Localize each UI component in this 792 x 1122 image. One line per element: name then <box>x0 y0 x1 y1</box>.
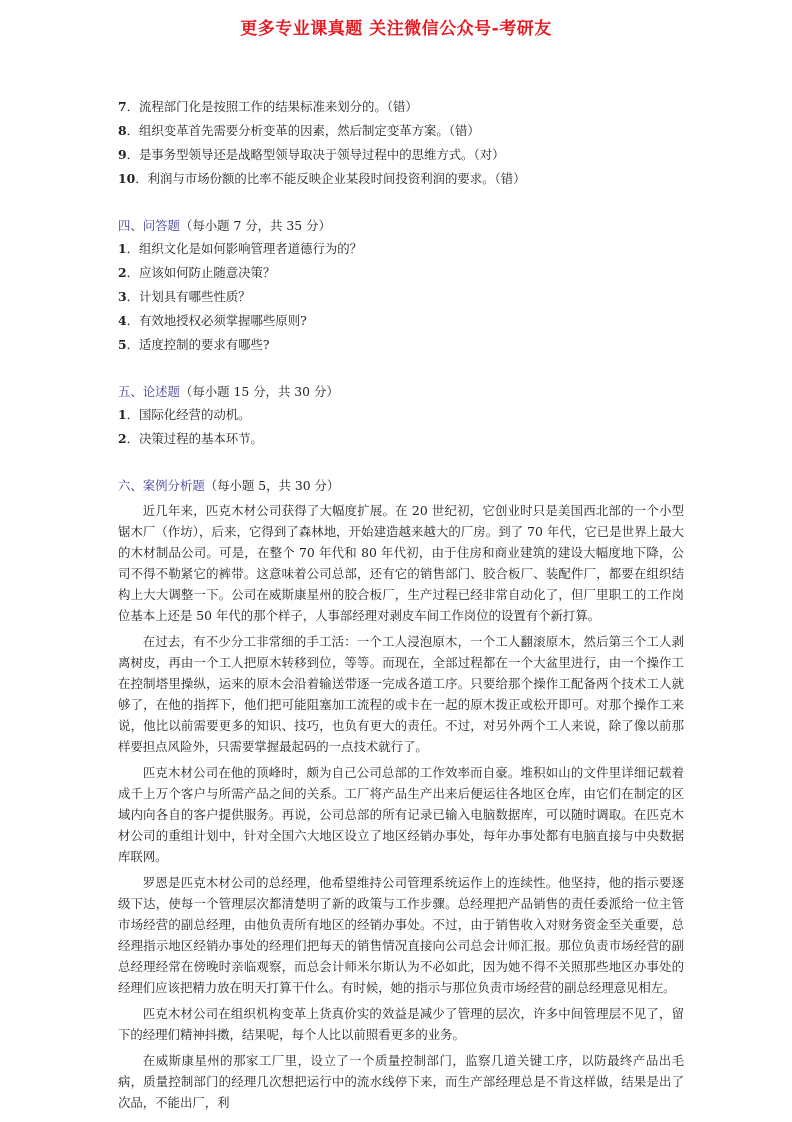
section-score: （每小题 15 分，共 30 分） <box>179 384 339 399</box>
section-heading <box>118 477 684 500</box>
list-item: 3．计划具有哪些性质？ <box>118 289 251 304</box>
list-item: 2．决策过程的基本环节。 <box>118 431 263 446</box>
promo-banner: 更多专业课真题 关注微信公众号-考研友 <box>240 19 552 39</box>
item-text: 是事务型领导还是战略型领导取决于领导过程中的思维方式。（对） <box>139 147 505 162</box>
document-body <box>118 98 684 1118</box>
item-text: 决策过程的基本环节。 <box>139 431 263 446</box>
list-item: 1．组织文化是如何影响管理者道德行为的？ <box>118 241 363 256</box>
list-item: 7．流程部门化是按照工作的结果标准来划分的。（错） <box>118 99 418 114</box>
list-item: 1．国际化经营的动机。 <box>118 407 251 422</box>
item-text: 适度控制的要求有哪些? <box>139 337 270 352</box>
item-number: 4 <box>118 313 127 328</box>
item-text: 有效地授权必须掌握哪些原则? <box>139 313 307 328</box>
item-number: 8 <box>118 123 127 138</box>
case-paragraph: 罗恩是匹克木材公司的总经理，他希望维持公司管理系统运作上的连续性。他坚持，他的指示要逐级下达，使每一个管理层次都清楚明了新的政策与工作步骤。总经理把产品销售的责任委派给一位主管市场经营的副总经理，由他负责所有地区的经销办事处。不过，由于销售收入对财务资金至关重要，总经理指示地区经销办事处的经理们把每天的销售情况直接向公司总会计师汇报。那位负责市场经营的副总经理经常在傍晚时亲临观察，而总会计师米尔斯认为不必如此，因为她不得不关照那些地区办事处的经理们应该把精力放在明天打算干什么。有时候，她的指示与那位负责市场经营的副总经理意见相左。 <box>118 875 684 995</box>
list-item: 4．有效地授权必须掌握哪些原则? <box>118 313 307 328</box>
list-item: 8．组织变革首先需要分析变革的因素，然后制定变革方案。（错） <box>118 123 480 138</box>
item-text: 组织变革首先需要分析变革的因素，然后制定变革方案。（错） <box>139 123 480 138</box>
item-text: 流程部门化是按照工作的结果标准来划分的。（错） <box>139 99 418 114</box>
section-title: 四、问答题 <box>118 218 180 233</box>
section-score: （每小题 5，共 30 分） <box>204 478 340 493</box>
item-number: 9 <box>118 147 127 162</box>
list-item: 5．适度控制的要求有哪些? <box>118 337 270 352</box>
item-text: 应该如何防止随意决策？ <box>139 265 276 280</box>
list-item: 9．是事务型领导还是战略型领导取决于领导过程中的思维方式。（对） <box>118 147 505 162</box>
item-text: 组织文化是如何影响管理者道德行为的？ <box>139 241 363 256</box>
list-item: 2．应该如何防止随意决策？ <box>118 265 276 280</box>
case-paragraph: 在威斯康星州的那家工厂里，设立了一个质量控制部门，监察几道关键工序，以防最终产品出毛病，质量控制部门的经理几次想把运行中的流水线停下来，而生产部经理总是不肯这样做，结果是出了次品，不能出厂，利 <box>118 1053 684 1110</box>
case-paragraph: 匹克木材公司在他的顶峰时，颇为自己公司总部的工作效率而自豪。堆积如山的文件里详细记载着成千上万个客户与所需产品之间的关系。工厂将产品生产出来后便运往各地区仓库，由它们在制定的区域内向各自的客户提供服务。再说，公司总部的所有记录已输入电脑数据库，可以随时调取。在匹克木材公司的重组计划中，针对全国六大地区设立了地区经销办事处，每年办事处都有电脑直接与中央数据库联网。 <box>118 765 684 864</box>
judgement-list <box>118 98 684 194</box>
item-number: 10 <box>118 171 136 186</box>
item-number: 7 <box>118 99 127 114</box>
item-number: 1 <box>118 241 127 256</box>
item-text: 国际化经营的动机。 <box>139 407 251 422</box>
item-number: 3 <box>118 289 127 304</box>
section-score: （每小题 7 分，共 35 分） <box>179 218 331 233</box>
section-heading <box>118 217 684 240</box>
item-number: 1 <box>118 407 127 422</box>
item-number: 5 <box>118 337 127 352</box>
item-number: 2 <box>118 431 127 446</box>
section-heading <box>118 383 684 406</box>
item-number: 2 <box>118 265 127 280</box>
list-item: 10．利润与市场份额的比率不能反映企业某段时间投资利润的要求。（错） <box>118 171 526 186</box>
case-paragraph: 匹克木材公司在组织机构变革上货真价实的效益是减少了管理的层次，许多中间管理层不见了，留下的经理们精神抖擞，结果呢，每个人比以前照看更多的业务。 <box>118 1006 684 1042</box>
item-text: 利润与市场份额的比率不能反映企业某段时间投资利润的要求。（错） <box>147 171 526 186</box>
case-paragraph: 在过去，有不少分工非常细的手工活：一个工人浸泡原木，一个工人翻滚原木，然后第三个工人剥离树皮，再由一个工人把原木转移到位，等等。而现在，全部过程都在一个大盆里进行，由一个操作工在控制塔里操纵，运来的原木会沿着输送带逐一完成各道工序。只要给那个操作工配备两个技术工人就够了，在他的指挥下，他们把可能阻塞加工流程的或卡在一起的原木拨正或松开即可。对那个操作工来说，他比以前需要更多的知识、技巧，也负有更大的责任。不过，对另外两个工人来说，除了像以前那样要担点风险外，只需要掌握最起码的一点技术就行了。 <box>118 634 684 754</box>
section-title: 六、案例分析题 <box>118 478 205 493</box>
section-title: 五、论述题 <box>118 384 180 399</box>
item-text: 计划具有哪些性质？ <box>139 289 251 304</box>
case-paragraph: 近几年来，匹克木材公司获得了大幅度扩展。在 20 世纪初，它创业时只是美国西北部的一个小型锯木厂（作坊），后来，它得到了森林地，开始建造越来越大的厂房。到了 70 年代，它已是世界上最大的木材制品公司。可是，在整个 70 年代和 80 年代初，由于住房和商业建筑的建设大幅度地下降，公司不得不勒紧它的裤带。这意味着公司总部，还有它的销售部门、胶合板厂、装配件厂，都要在组织结构上大大调整一下。公司在威斯康星州的胶合板厂，生产过程已经非常自动化了，但厂里职工的工作岗位基本上还是 50 年代的那个样子，人事部经理对剥皮车间工作岗位的设置有个新打算。 <box>118 503 684 623</box>
